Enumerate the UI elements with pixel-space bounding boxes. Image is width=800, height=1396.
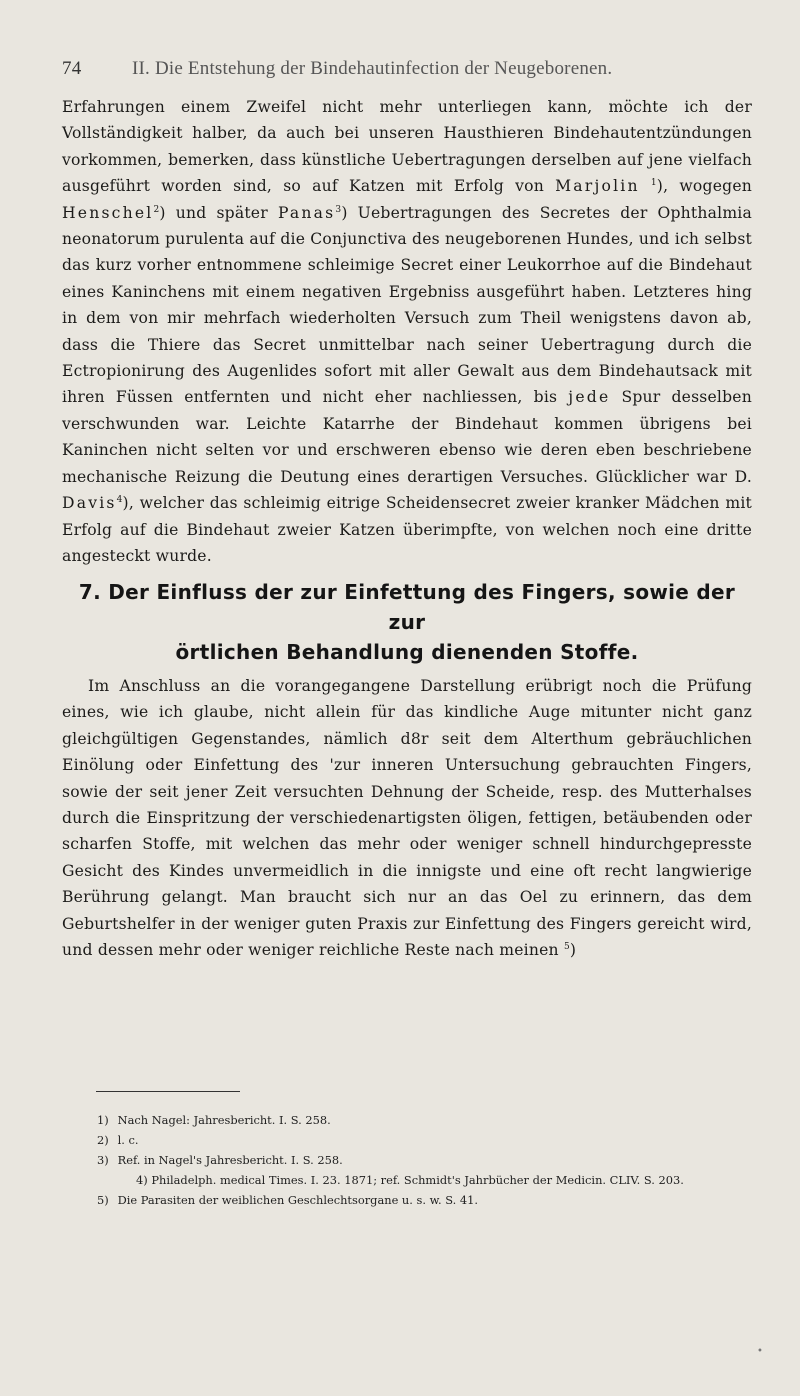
footnote-number: 5) <box>97 1193 109 1207</box>
footnote <box>62 1170 762 1190</box>
section-heading <box>62 577 752 667</box>
emphasis-jede: jede <box>568 388 611 407</box>
paragraph-1 <box>62 94 752 569</box>
text-run: ) <box>569 941 577 960</box>
footnote <box>62 1190 762 1210</box>
text-run: Spur desselben verschwunden war. Leichte Katarrhe der Bindehaut kommen übrigens bei Kaninchen nicht selten vor und erschweren ebenso wie deren eben beschriebene mechanische Reizung die Deutung eines derartigen Versuches. Glücklicher war D. <box>62 388 752 486</box>
text-run: Im Anschluss an die vorangegangene Darstellung erübrigt noch die Prüfung eines, wie ich glaube, nicht allein für das kindliche Auge mitunter nicht ganz gleichgültigen Gegenstandes, nämlich d8r seit dem Alterthum gebräuchlichen Einölung oder Einfettung des 'zur inneren Untersuchung gebrauchten Fingers, sowie der seit jener Zeit versuchten Dehnung der Scheide, resp. des Mutterhalses durch die Einspritzung der verschiedenartigsten öligen, fettigen, betäubenden oder scharfen Stoffe, mit welchen das mehr oder weniger schnell hindurchgepresste Gesicht des Kindes unvermeidlich in die innigste und eine oft recht langwierige Berührung gelangt. Man braucht sich nur an das Oel zu erinnern, das dem Geburtshelfer in der weniger guten Praxis zur Einfettung des Fingers gereicht wird, und dessen mehr oder weniger reichliche Reste nach meinen <box>62 677 752 960</box>
footnote-ref-1: 1 <box>650 178 657 189</box>
running-title: II. Die Entstehung der Bindehautinfection der Neugeborenen. <box>132 58 613 79</box>
footnote-ref-4: 4 <box>116 494 123 505</box>
footnote <box>62 1130 762 1150</box>
footnote-number: 2) <box>97 1133 109 1147</box>
footnotes <box>62 1110 762 1210</box>
footnote-ref-3: 3 <box>335 204 342 215</box>
text-run: ), wogegen <box>656 177 752 196</box>
print-mark-icon: • <box>757 1346 763 1357</box>
author-name-henschel: Henschel <box>62 203 154 222</box>
running-header <box>62 58 742 80</box>
footnote-number: 4) <box>136 1173 148 1187</box>
paragraph-2 <box>62 673 752 963</box>
footnote-text: Philadelph. medical Times. I. 23. 1871; ref. Schmidt's Jahrbücher der Medicin. CLIV. S. 203. <box>151 1173 684 1187</box>
author-name-panas: Panas <box>277 203 336 222</box>
text-run: ) Uebertragungen des Secretes der Ophthalmia neonatorum purulenta auf die Conjunctiva des neugeborenen Hundes, und ich selbst das kurz vorher entnommene schleimige Secret einer Leukorrhoe auf die Bindehaut eines Kaninchens mit einem negativen Ergebniss ausgeführt haben. Letzteres hing in dem von mir mehrfach wiederholten Versuch zum Theil wenigstens davon ab, dass die Thiere das Secret unmittelbar nach seiner Uebertragung durch die Ectropionirung des Augenlides sofort mit aller Gewalt aus dem Bindehautsack mit ihren Füssen entfernten und nicht eher nachliessen, bis <box>62 203 752 407</box>
footnote-number: 1) <box>97 1113 109 1127</box>
footnote <box>62 1110 762 1130</box>
footnote-text: Ref. in Nagel's Jahresbericht. I. S. 258. <box>117 1153 343 1167</box>
author-name-davis: Davis <box>62 494 117 513</box>
footnote-text: Nach Nagel: Jahresbericht. I. S. 258. <box>117 1113 331 1127</box>
footnote-divider <box>96 1091 240 1092</box>
footnote-text: Die Parasiten der weiblichen Geschlechtsorgane u. s. w. S. 41. <box>117 1193 478 1207</box>
page-number: 74 <box>62 58 82 79</box>
section-heading-line-1: 7. Der Einfluss der zur Einfettung des Fingers, sowie der zur <box>78 580 736 634</box>
section-heading-line-2: örtlichen Behandlung dienenden Stoffe. <box>175 640 639 664</box>
text-run: Erfahrungen einem Zweifel nicht mehr unterliegen kann, möchte ich der Vollständigkeit halber, da auch bei unseren Hausthieren Bindehautentzündungen vorkommen, bemerken, dass künstliche Uebertragungen derselben auf jene vielfach ausgeführt worden sind, so auf Katzen mit Erfolg von <box>62 98 752 196</box>
footnote <box>62 1150 762 1170</box>
text-run: ) und später <box>159 203 278 222</box>
text-run: ), welcher das schleimig eitrige Scheidensecret zweier kranker Mädchen mit Erfolg auf die Bindehaut zweier Katzen überimpfte, von welchen noch eine dritte angesteckt wurde. <box>62 494 752 565</box>
footnote-text: l. c. <box>117 1133 139 1147</box>
footnote-ref-5: 5 <box>563 941 570 952</box>
footnote-ref-2: 2 <box>153 204 160 215</box>
author-name-marjolin: Marjolin <box>555 177 640 196</box>
footnote-number: 3) <box>97 1153 109 1167</box>
